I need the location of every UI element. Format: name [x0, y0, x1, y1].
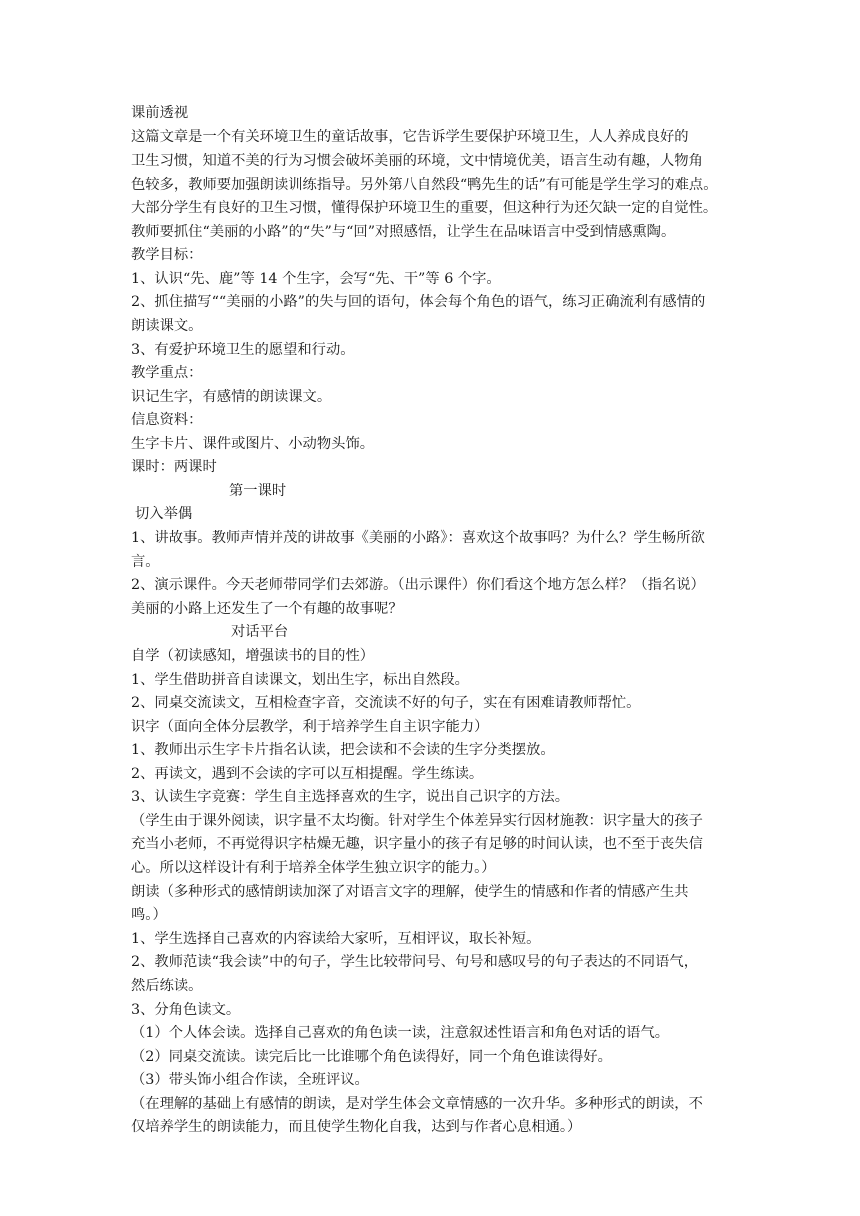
sub-list-item: （3）带头饰小组合作读，全班评议。	[131, 1072, 369, 1088]
section-heading: 朗读（多种形式的感情朗读加深了对语言文字的理解，使学生的情感和作者的情感产生共	[131, 884, 689, 900]
section-heading: 教学目标：	[131, 247, 203, 263]
section-heading: 切入举偶	[135, 506, 193, 522]
list-item: 3、有爱护环境卫生的愿望和行动。	[131, 342, 355, 358]
paragraph-line: 言。	[131, 554, 160, 570]
paragraph-line: 这篇文章是一个有关环境卫生的童话故事，它告诉学生要保护环境卫生，人人养成良好的	[131, 129, 689, 145]
list-item: 3、分角色读文。	[131, 1002, 241, 1018]
section-heading: 识字（面向全体分层教学，利于培养学生自主识字能力）	[131, 719, 489, 735]
paragraph-line: 然后练读。	[131, 978, 203, 994]
paragraph-line: （学生由于课外阅读，识字量不太均衡。针对学生个体差异实行因材施教：识字量大的孩子	[131, 813, 703, 829]
section-title: 对话平台	[231, 624, 289, 640]
list-item: 1、讲故事。教师声情并茂的讲故事《美丽的小路》：喜欢这个故事吗？为什么？学生畅所欲	[131, 530, 705, 546]
section-heading: 课前透视	[131, 105, 189, 121]
paragraph-line: 美丽的小路上还发生了一个有趣的故事呢？	[131, 601, 403, 617]
lesson-title: 第一课时	[229, 483, 287, 499]
paragraph-line: 识记生字，有感情的朗读课文。	[131, 389, 332, 405]
paragraph-line: 课时：两课时	[131, 459, 217, 475]
paragraph-line: （在理解的基础上有感情的朗读，是对学生体会文章情感的一次升华。多种形式的朗读，不	[131, 1096, 703, 1112]
paragraph-line: 充当小老师，不再觉得识字枯燥无趣，识字量小的孩子有足够的时间认读，也不至于丧失信	[131, 836, 703, 852]
section-heading: 自学（初读感知，增强读书的目的性）	[131, 648, 375, 664]
section-heading: 教学重点：	[131, 365, 203, 381]
paragraph-line: 鸣。）	[131, 907, 167, 923]
list-item: 1、认识“先、鹿”等 14 个生字，会写“先、干”等 6 个字。	[131, 271, 501, 287]
list-item: 1、学生借助拼音自读课文，划出生字，标出自然段。	[131, 672, 469, 688]
paragraph-line: 朗读课文。	[131, 318, 203, 334]
list-item: 1、学生选择自己喜欢的内容读给大家听，互相评议，取长补短。	[131, 931, 541, 947]
paragraph-line: 教师要抓住“美丽的小路”的“失”与“回”对照感悟，让学生在品味语言中受到情感熏陶。	[131, 224, 676, 240]
sub-list-item: （1）个人体会读。选择自己喜欢的角色读一读，注意叙述性语言和角色对话的语气。	[131, 1025, 670, 1041]
list-item: 3、认读生字竞赛：学生自主选择喜欢的生字，说出自己识字的方法。	[131, 789, 569, 805]
paragraph-line: 色较多，教师要加强朗读训练指导。另外第八自然段“鸭先生的话”有可能是学生学习的难点。	[131, 177, 718, 193]
paragraph-line: 心。所以这样设计有利于培养全体学生独立识字的能力。）	[131, 860, 496, 876]
list-item: 2、演示课件。今天老师带同学们去郊游。（出示课件）你们看这个地方怎么样？（指名说）	[131, 577, 705, 593]
list-item: 2、同桌交流读文，互相检查字音，交流读不好的句子，实在有困难请教师帮忙。	[131, 695, 641, 711]
paragraph-line: 大部分学生有良好的卫生习惯，懂得保护环境卫生的重要，但这种行为还欠缺一定的自觉性。	[131, 200, 718, 216]
section-heading: 信息资料：	[131, 412, 203, 428]
sub-list-item: （2）同桌交流读。读完后比一比谁哪个角色读得好，同一个角色谁读得好。	[131, 1049, 612, 1065]
list-item: 2、再读文，遇到不会读的字可以互相提醒。学生练读。	[131, 766, 484, 782]
list-item: 2、抓住描写““美丽的小路”的失与回的语句，体会每个角色的语气，练习正确流利有感情的	[131, 294, 706, 310]
paragraph-line: 卫生习惯，知道不美的行为习惯会破坏美丽的环境，文中情境优美，语言生动有趣，人物角	[131, 153, 703, 169]
list-item: 2、教师范读“我会读”中的句子，学生比较带问号、句号和感叹号的句子表达的不同语气，	[131, 954, 698, 970]
paragraph-line: 生字卡片、课件或图片、小动物头饰。	[131, 436, 375, 452]
list-item: 1、教师出示生字卡片指名认读，把会读和不会读的生字分类摆放。	[131, 742, 555, 758]
paragraph-line: 仅培养学生的朗读能力，而且使学生物化自我，达到与作者心息相通。）	[131, 1119, 582, 1135]
